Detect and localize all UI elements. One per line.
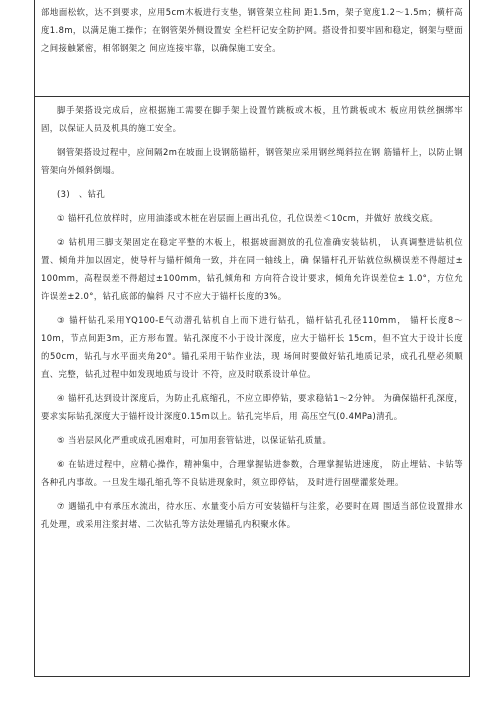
table-cell-main (34, 97, 470, 677)
drilling-step-1: ① 锚杆孔位放样时，应用油漆或木桩在岩层面上画出孔位，孔位误差＜10cm，并做好 放线交底。 (57, 213, 439, 223)
section-heading-drilling: (3) 、钻孔 (57, 189, 106, 199)
scaffold-paragraph: 部地面松软，达不到要求，应用5cm木板进行支垫，钢管架立柱间 距1.5m，架子宽度1.2～1.5m；横杆高度1.8m，以满足施工操作；在钢管架外侧设置安 全栏杆记安全防护网。搭设骨扣要牢固和稳定，钢架与壁面之间接触紧密，相邻钢架之 间应连接牢靠，以确保施工安全。 (41, 7, 463, 53)
steel-frame-paragraph: 钢管架搭设过程中，应间隔2m在坡面上设钢筋锚杆，钢管架应采用钢丝绳斜拉在钢 筋锚杆上，以防止钢管架向外倾斜倒塌。 (41, 147, 463, 175)
drilling-step-2: ② 钻机用三脚支架固定在稳定平整的木板上，根据坡面测放的孔位准确安装钻机， 认真调整进钻机位置、倾角并加以固定，使导杆与锚杆倾角一致，并在同一轴线上，确 保锚杆孔开钻就位纵横误差不得超过± 100mm，高程误差不得超过±100mm，钻孔倾角和 方向符合设计要求，倾角允许误差位± 1.0°，方位允许误差±2.0°，钻孔底部的偏斜 尺寸不应大于锚杆长度的3%。 (41, 237, 463, 301)
drilling-step-3: ③ 锚杆钻孔采用YQ100-E气动潜孔钻机自上而下进行钻孔，锚杆钻孔孔径110mm， 锚杆长度8～10m，节点间距3m，正方形布置。钻孔深度不小于设计深度，应大于锚杆长 15cm，但不宜大于设计长度的50cm，钻孔与水平面夹角20°。锚孔采用干钻作业法，现 场间时要做好钻孔地质记录，成孔孔壁必须顺直、完整，钻孔过程中如发现地质与设计 不符，应及时联系设计单位。 (41, 315, 463, 379)
drilling-step-5: ⑤ 当岩层风化严重或成孔困难时，可加用套管钻进，以保证钻孔质量。 (57, 435, 332, 445)
table-cell-top (34, 0, 470, 97)
scaffold-board-paragraph: 脚手架搭设完成后，应根据施工需要在脚手架上设置竹跳板或木板，且竹跳板或木 板应用铁丝捆绑牢固，以保证人员及机具的施工安全。 (41, 105, 463, 133)
drilling-step-4: ④ 锚杆孔达到设计深度后，为防止孔底缩孔，不应立即停钻，要求稳钻1～2分钟。 为确保锚杆孔深度，要求实际钻孔深度大于锚杆设计深度0.15m以上。钻孔完毕后，用 高压空气(0.4MPa)清孔。 (41, 393, 463, 421)
drilling-step-7: ⑦ 遇锚孔中有承压水流出，待水压、水量变小后方可安装锚杆与注浆，必要时在周 围适当部位设置排水孔处理，或采用注浆封堵、二次钻孔等方法处理锚孔内积聚水体。 (41, 501, 463, 529)
drilling-step-6: ⑥ 在钻进过程中，应精心操作，精神集中，合理掌握钻进参数，合理掌握钻进速度， 防止埋钻、卡钻等各种孔内事故。一旦发生塌孔缩孔等不良钻进现象时，须立即停钻， 及时进行固壁灌浆处理。 (41, 459, 463, 487)
